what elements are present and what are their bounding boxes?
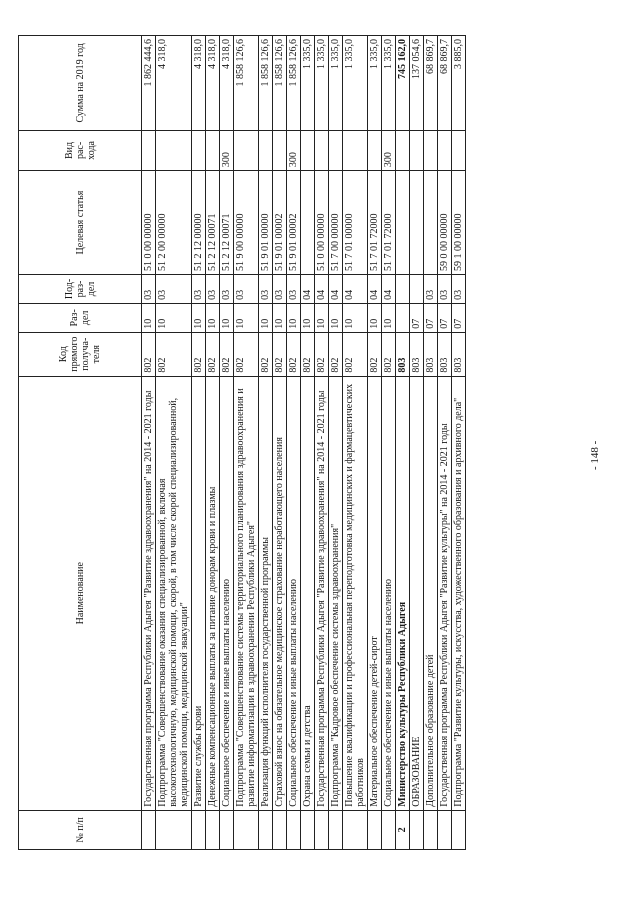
cell-section: 07 [438, 303, 452, 332]
cell-article: 51 9 01 00000 [259, 171, 273, 275]
cell-sum: 1 335,0 [315, 36, 329, 131]
cell-expense-type [368, 130, 382, 170]
cell-article: 51 9 00 00000 [234, 171, 259, 275]
cell-expense-type: 300 [287, 130, 301, 170]
cell-name: Развитие службы крови [192, 376, 206, 810]
cell-section: 07 [424, 303, 438, 332]
cell-expense-type [343, 130, 368, 170]
cell-num: 2 [396, 810, 410, 849]
cell-sum: 1 335,0 [301, 36, 315, 131]
cell-sum: 1 335,0 [329, 36, 343, 131]
cell-name: Реализация функций исполнителя государственной программы [259, 376, 273, 810]
table-row [452, 36, 466, 850]
cell-article: 51 2 12 00071 [206, 171, 220, 275]
cell-num [259, 810, 273, 849]
budget-table [18, 35, 466, 850]
cell-code: 803 [410, 332, 424, 376]
cell-code: 802 [329, 332, 343, 376]
cell-expense-type: 300 [220, 130, 234, 170]
cell-subsection: 04 [382, 275, 396, 304]
cell-num [343, 810, 368, 849]
cell-subsection: 03 [142, 275, 156, 304]
cell-subsection [410, 275, 424, 304]
table-row [396, 36, 410, 850]
table-row [329, 36, 343, 850]
cell-section: 10 [234, 303, 259, 332]
page-number: - 148 - [589, 440, 601, 470]
cell-article: 51 7 01 72000 [382, 171, 396, 275]
cell-num [273, 810, 287, 849]
table-header-row [19, 36, 142, 850]
cell-expense-type [396, 130, 410, 170]
cell-expense-type [234, 130, 259, 170]
cell-subsection: 03 [234, 275, 259, 304]
cell-name: Страховой взнос на обязательное медицинское страхование неработающего населения [273, 376, 287, 810]
cell-article [424, 171, 438, 275]
table-row [220, 36, 234, 850]
cell-article [301, 171, 315, 275]
cell-name: Дополнительное образование детей [424, 376, 438, 810]
cell-num [452, 810, 466, 849]
cell-section: 10 [192, 303, 206, 332]
cell-section: 10 [368, 303, 382, 332]
cell-article: 59 1 00 00000 [452, 171, 466, 275]
table-row [343, 36, 368, 850]
header-sum: Сумма на 2019 год [19, 36, 142, 131]
cell-code: 802 [368, 332, 382, 376]
cell-name: Социальное обеспечение и иные выплаты населению [287, 376, 301, 810]
cell-num [192, 810, 206, 849]
cell-section: 10 [273, 303, 287, 332]
cell-sum: 1 862 444,6 [142, 36, 156, 131]
cell-article: 51 2 12 00000 [192, 171, 206, 275]
cell-expense-type [424, 130, 438, 170]
cell-subsection: 03 [273, 275, 287, 304]
cell-sum: 1 335,0 [368, 36, 382, 131]
cell-subsection: 03 [220, 275, 234, 304]
cell-sum: 4 318,0 [192, 36, 206, 131]
table-row [156, 36, 192, 850]
cell-subsection: 03 [438, 275, 452, 304]
header-section: Раз-дел [19, 303, 142, 332]
cell-num [287, 810, 301, 849]
cell-sum: 1 858 126,6 [259, 36, 273, 131]
cell-expense-type [410, 130, 424, 170]
cell-name: Государственная программа Республики Адыгея "Развитие здравоохранения" на 2014 - 2021 годы [142, 376, 156, 810]
header-subsection: Под-раз-дел [19, 275, 142, 304]
cell-expense-type [438, 130, 452, 170]
cell-article: 51 2 00 00000 [156, 171, 192, 275]
cell-name: Подпрограмма "Совершенствование оказания специализированной, включая высокотехнологичную, медицинской помощи, скорой, в том числе скорой специализированной, медицинской помощи, медицинской эвакуации" [156, 376, 192, 810]
cell-code: 803 [396, 332, 410, 376]
cell-section [396, 303, 410, 332]
table-row [273, 36, 287, 850]
cell-code: 802 [156, 332, 192, 376]
cell-article: 51 7 01 72000 [368, 171, 382, 275]
cell-expense-type [156, 130, 192, 170]
cell-section: 10 [206, 303, 220, 332]
cell-article [396, 171, 410, 275]
cell-name: Денежные компенсационные выплаты за питание донорам крови и плазмы [206, 376, 220, 810]
cell-name: Государственная программа Республики Адыгея "Развитие здравоохранения" на 2014 - 2021 годы [315, 376, 329, 810]
cell-article: 51 9 01 00002 [273, 171, 287, 275]
cell-num [329, 810, 343, 849]
cell-code: 802 [273, 332, 287, 376]
cell-section: 10 [382, 303, 396, 332]
cell-sum: 1 858 126,6 [273, 36, 287, 131]
table-row [382, 36, 396, 850]
cell-name: Государственная программа Республики Адыгея "Развитие культуры" на 2014 - 2021 годы [438, 376, 452, 810]
cell-section: 10 [156, 303, 192, 332]
cell-num [382, 810, 396, 849]
cell-num [438, 810, 452, 849]
cell-name: Министерство культуры Республики Адыгея [396, 376, 410, 810]
table-row [410, 36, 424, 850]
cell-name: Социальное обеспечение и иные выплаты населению [382, 376, 396, 810]
cell-name: Социальное обеспечение и иные выплаты населению [220, 376, 234, 810]
header-code: Код прямого получа-теля [19, 332, 142, 376]
cell-expense-type [259, 130, 273, 170]
cell-article: 51 7 00 00000 [329, 171, 343, 275]
cell-subsection: 03 [206, 275, 220, 304]
cell-code: 802 [287, 332, 301, 376]
cell-name: Подпрограмма "Развитие культуры, искусства, художественного образования и архивного дела" [452, 376, 466, 810]
cell-name: Подпрограмма "Кадровое обеспечение системы здравоохранения" [329, 376, 343, 810]
cell-num [410, 810, 424, 849]
cell-expense-type [301, 130, 315, 170]
table-row [287, 36, 301, 850]
cell-num [142, 810, 156, 849]
cell-article: 51 7 01 00000 [343, 171, 368, 275]
cell-section: 10 [142, 303, 156, 332]
cell-section: 10 [329, 303, 343, 332]
cell-subsection: 03 [287, 275, 301, 304]
cell-sum: 4 318,0 [206, 36, 220, 131]
cell-sum: 4 318,0 [220, 36, 234, 131]
table-row [424, 36, 438, 850]
cell-num [315, 810, 329, 849]
cell-article: 51 0 00 00000 [315, 171, 329, 275]
table-row [259, 36, 273, 850]
cell-name: Охрана семьи и детства [301, 376, 315, 810]
cell-section: 07 [410, 303, 424, 332]
cell-code: 802 [142, 332, 156, 376]
table-row [315, 36, 329, 850]
cell-expense-type [452, 130, 466, 170]
cell-expense-type [192, 130, 206, 170]
cell-code: 802 [206, 332, 220, 376]
header-num: № п/п [19, 810, 142, 849]
cell-subsection: 04 [368, 275, 382, 304]
header-expense-type: Вид рас-хода [19, 130, 142, 170]
cell-sum: 1 858 126,6 [234, 36, 259, 131]
cell-sum: 3 885,0 [452, 36, 466, 131]
cell-subsection: 04 [315, 275, 329, 304]
cell-subsection: 04 [343, 275, 368, 304]
cell-subsection: 04 [329, 275, 343, 304]
cell-subsection: 03 [452, 275, 466, 304]
cell-expense-type [315, 130, 329, 170]
cell-name: Повышение квалификации и профессиональная переподготовка медицинских и фармацевтических работников [343, 376, 368, 810]
cell-code: 803 [424, 332, 438, 376]
cell-num [368, 810, 382, 849]
cell-num [301, 810, 315, 849]
cell-subsection [396, 275, 410, 304]
cell-sum: 137 054,6 [410, 36, 424, 131]
cell-subsection: 03 [192, 275, 206, 304]
cell-code: 802 [192, 332, 206, 376]
cell-article [410, 171, 424, 275]
cell-code: 802 [220, 332, 234, 376]
cell-expense-type [206, 130, 220, 170]
cell-code: 802 [343, 332, 368, 376]
header-name: Наименование [19, 376, 142, 810]
cell-num [206, 810, 220, 849]
cell-code: 803 [438, 332, 452, 376]
table-row [301, 36, 315, 850]
cell-sum: 4 318,0 [156, 36, 192, 131]
cell-code: 802 [234, 332, 259, 376]
cell-expense-type [142, 130, 156, 170]
cell-section: 10 [343, 303, 368, 332]
cell-section: 10 [259, 303, 273, 332]
cell-name: Материальное обеспечение детей-сирот [368, 376, 382, 810]
cell-name: Подпрограмма "Совершенствование системы территориального планирования здравоохранения и развитие информатизации в здравоохранении Республики Адыгея" [234, 376, 259, 810]
cell-subsection: 03 [424, 275, 438, 304]
cell-sum: 1 335,0 [343, 36, 368, 131]
cell-section: 10 [287, 303, 301, 332]
cell-sum: 68 869,7 [438, 36, 452, 131]
rotated-table-container [18, 35, 538, 850]
cell-subsection: 03 [156, 275, 192, 304]
cell-code: 802 [315, 332, 329, 376]
cell-code: 802 [259, 332, 273, 376]
cell-sum: 745 162,0 [396, 36, 410, 131]
cell-num [220, 810, 234, 849]
cell-section: 10 [301, 303, 315, 332]
cell-expense-type [329, 130, 343, 170]
cell-subsection: 03 [259, 275, 273, 304]
table-row [192, 36, 206, 850]
cell-article: 59 0 00 00000 [438, 171, 452, 275]
cell-article: 51 0 00 00000 [142, 171, 156, 275]
page-number-wrap [589, 440, 618, 482]
table-row [206, 36, 220, 850]
cell-code: 802 [301, 332, 315, 376]
table-body [142, 36, 466, 850]
table-row [438, 36, 452, 850]
cell-code: 802 [382, 332, 396, 376]
cell-expense-type [273, 130, 287, 170]
table-row [234, 36, 259, 850]
cell-sum: 68 869,7 [424, 36, 438, 131]
cell-num [424, 810, 438, 849]
cell-name: ОБРАЗОВАНИЕ [410, 376, 424, 810]
cell-section: 10 [315, 303, 329, 332]
cell-section: 10 [220, 303, 234, 332]
cell-article: 51 9 01 00002 [287, 171, 301, 275]
cell-code: 803 [452, 332, 466, 376]
cell-article: 51 2 12 00071 [220, 171, 234, 275]
cell-num [234, 810, 259, 849]
cell-sum: 1 335,0 [382, 36, 396, 131]
cell-expense-type: 300 [382, 130, 396, 170]
cell-sum: 1 858 126,6 [287, 36, 301, 131]
cell-subsection: 04 [301, 275, 315, 304]
table-row [142, 36, 156, 850]
table-row [368, 36, 382, 850]
header-article: Целевая статья [19, 171, 142, 275]
cell-section: 07 [452, 303, 466, 332]
cell-num [156, 810, 192, 849]
